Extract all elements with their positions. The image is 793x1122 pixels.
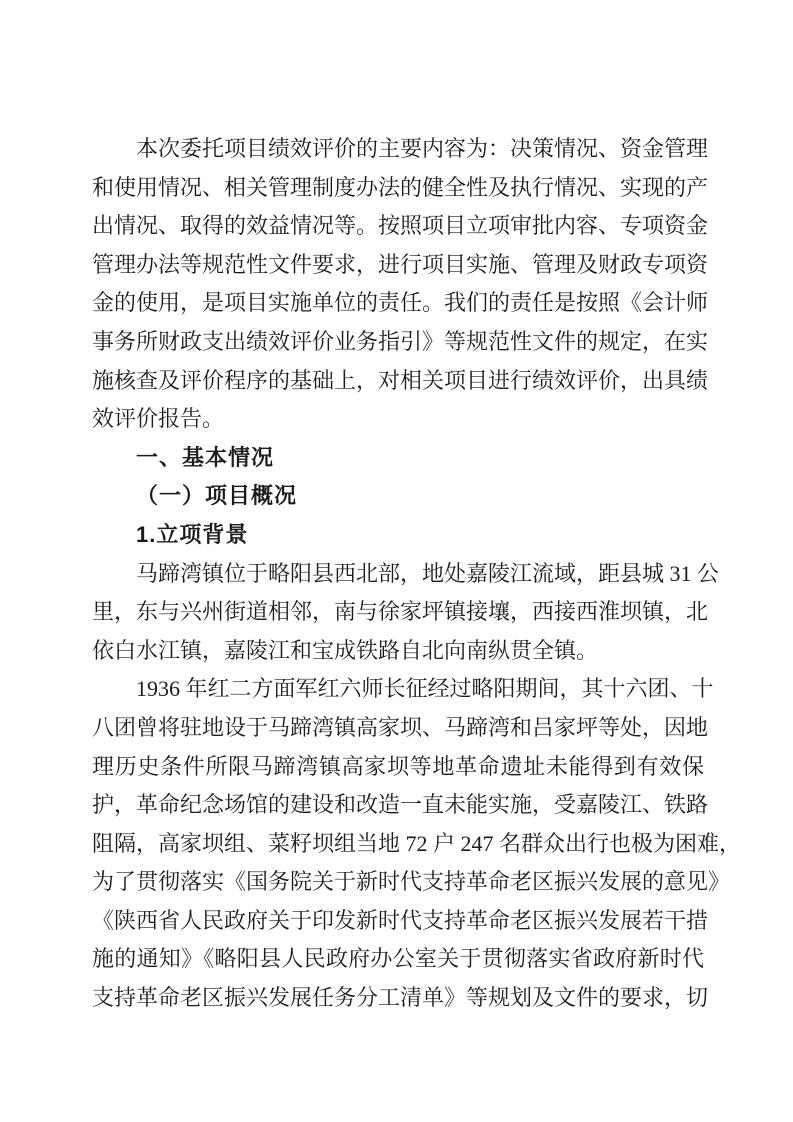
text-line: 管理办法等规范性文件要求，进行项目实施、管理及财政专项资: [92, 251, 709, 277]
heading1-line: 一、基本情况: [136, 444, 275, 470]
heading2-line: （一）项目概况: [136, 483, 298, 509]
text-line: 阻隔，高家坝组、菜籽坝组当地 72 户 247 名群众出行也极为困难，: [92, 830, 742, 856]
text-line: 事务所财政支出绩效评价业务指引》等规范性文件的规定，在实: [92, 328, 709, 354]
text-line: 理历史条件所限马蹄湾镇高家坝等地革命遗址未能得到有效保: [92, 753, 704, 779]
text-column: [92, 130, 742, 1018]
text-line: 马蹄湾镇位于略阳县西北部，地处嘉陵江流域，距县城 31 公: [136, 560, 720, 586]
text-line: 和使用情况、相关管理制度办法的健全性及执行情况、实现的产: [92, 174, 709, 200]
text-line: 里，东与兴州街道相邻，南与徐家坪镇接壤，西接西淮坝镇，北: [92, 599, 709, 625]
text-line: 出情况、取得的效益情况等。按照项目立项审批内容、专项资金: [92, 213, 709, 239]
text-line: 金的使用，是项目实施单位的责任。我们的责任是按照《会计师: [92, 290, 709, 316]
text-line: 八团曾将驻地设于马蹄湾镇高家坝、马蹄湾和吕家坪等处，因地: [92, 714, 709, 740]
heading3-line: 1.立项背景: [136, 521, 249, 547]
text-line: 效评价报告。: [92, 406, 225, 432]
text-line: 1936 年红二方面军红六师长征经过略阳期间，其十六团、十: [136, 676, 714, 702]
text-line: 支持革命老区振兴发展任务分工清单》等规划及文件的要求，切: [92, 985, 709, 1011]
text-line: 《陕西省人民政府关于印发新时代支持革命老区振兴发展若干措: [92, 907, 709, 933]
text-line: 为了贯彻落实《国务院关于新时代支持革命老区振兴发展的意见》: [92, 869, 731, 895]
text-line: 护，革命纪念场馆的建设和改造一直未能实施，受嘉陵江、铁路: [92, 792, 709, 818]
text-line: 依白水江镇，嘉陵江和宝成铁路自北向南纵贯全镇。: [92, 637, 599, 663]
text-line: 施的通知》《略阳县人民政府办公室关于贯彻落实省政府新时代: [92, 946, 704, 972]
text-line: 本次委托项目绩效评价的主要内容为：决策情况、资金管理: [136, 136, 709, 161]
text-line: 施核查及评价程序的基础上，对相关项目进行绩效评价，出具绩: [92, 367, 709, 393]
